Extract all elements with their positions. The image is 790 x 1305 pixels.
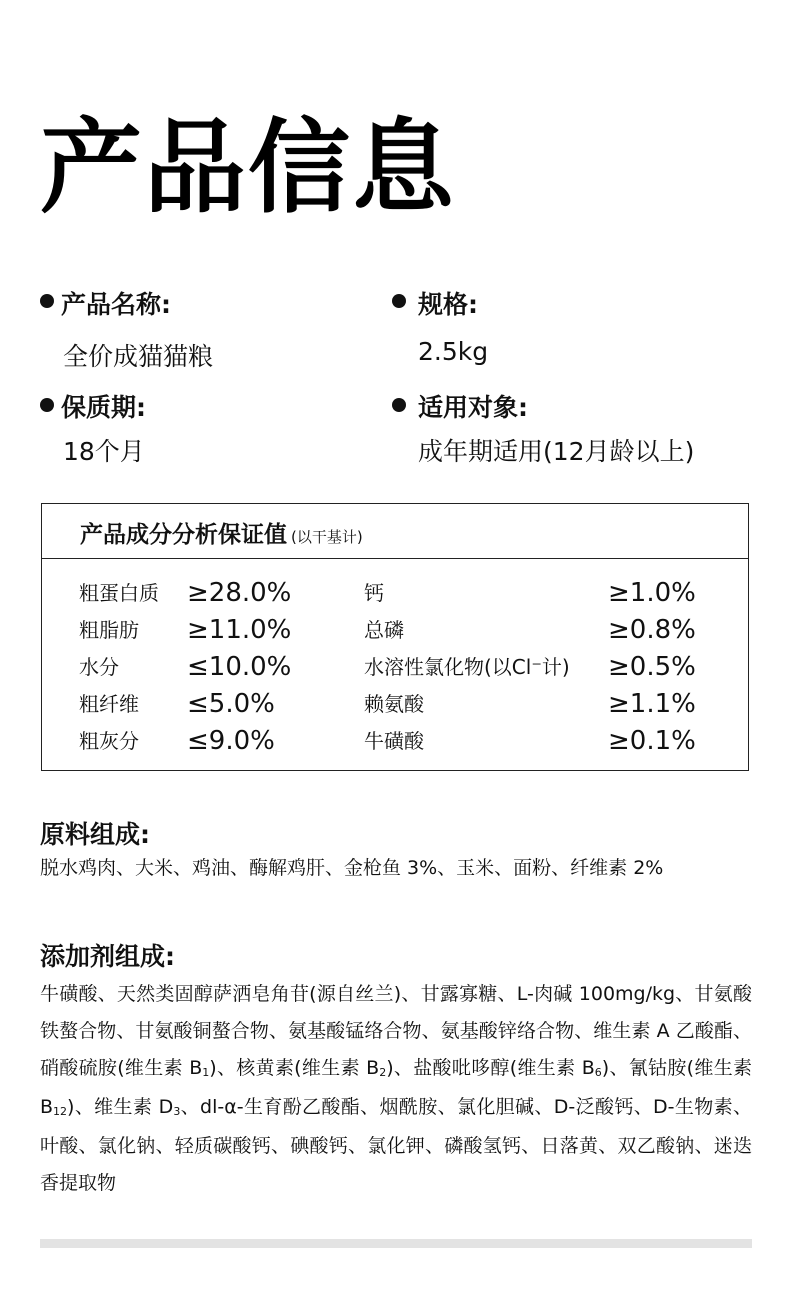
right-value: ≥1.1% bbox=[608, 689, 696, 719]
additives-text-part: )、氰钴胺(维生素 B bbox=[40, 1057, 753, 1118]
right-value: ≥0.8% bbox=[608, 615, 696, 645]
additives-text-part: )、维生素 D bbox=[67, 1096, 174, 1118]
right-name: 水溶性氯化物(以Cl⁻计) bbox=[364, 655, 570, 679]
left-name: 粗脂肪 bbox=[79, 618, 139, 642]
table-row bbox=[42, 612, 748, 649]
info-shelf-life-value: 18个月 bbox=[63, 437, 145, 466]
left-name: 粗蛋白质 bbox=[79, 581, 159, 605]
analysis-title-text: 产品成分分析保证值 bbox=[80, 522, 287, 548]
ingredients-title: 原料组成: bbox=[40, 820, 150, 849]
bullet-icon bbox=[40, 294, 54, 308]
left-name: 水分 bbox=[79, 655, 119, 679]
left-value: ≤10.0% bbox=[187, 652, 292, 682]
additives-text bbox=[40, 976, 752, 1202]
info-target-value: 成年期适用(12月龄以上) bbox=[418, 437, 695, 466]
info-spec-value: 2.5kg bbox=[418, 337, 489, 366]
right-name: 牛磺酸 bbox=[364, 729, 424, 753]
bullet-icon bbox=[392, 294, 406, 308]
subscript: 1 bbox=[202, 1066, 210, 1079]
subscript: 6 bbox=[594, 1066, 602, 1079]
analysis-table bbox=[41, 503, 749, 771]
left-value: ≤9.0% bbox=[187, 726, 275, 756]
bullet-icon bbox=[392, 398, 406, 412]
left-name: 粗灰分 bbox=[79, 729, 139, 753]
right-value: ≥1.0% bbox=[608, 578, 696, 608]
left-value: ≥28.0% bbox=[187, 578, 292, 608]
subscript: 12 bbox=[53, 1105, 68, 1118]
analysis-note: (以干基计) bbox=[291, 528, 363, 546]
info-target-label: 适用对象: bbox=[418, 393, 528, 422]
table-row bbox=[42, 575, 748, 612]
additives-text-part: 、dl-α-生育酚乙酸酯、烟酰胺、氯化胆碱、D-泛酸钙、D-生物素、叶酸、氯化钠、轻质碳酸钙、碘酸钙、氯化钾、磷酸氢钙、日落黄、双乙酸钠、迷迭香提取物 bbox=[40, 1096, 752, 1194]
right-value: ≥0.5% bbox=[608, 652, 696, 682]
info-name-value: 全价成猫猫粮 bbox=[63, 342, 214, 371]
page-title: 产品信息 bbox=[40, 109, 456, 228]
left-value: ≥11.0% bbox=[187, 615, 292, 645]
left-name: 粗纤维 bbox=[79, 692, 139, 716]
right-name: 赖氨酸 bbox=[364, 692, 424, 716]
info-shelf-life-label: 保质期: bbox=[61, 393, 146, 422]
table-row bbox=[42, 649, 748, 686]
right-value: ≥0.1% bbox=[608, 726, 696, 756]
left-value: ≤5.0% bbox=[187, 689, 275, 719]
table-row bbox=[42, 686, 748, 723]
analysis-header bbox=[42, 504, 748, 559]
info-name-label: 产品名称: bbox=[61, 290, 171, 319]
subscript: 3 bbox=[173, 1105, 181, 1118]
bullet-icon bbox=[40, 398, 54, 412]
analysis-title bbox=[80, 516, 363, 549]
right-name: 钙 bbox=[364, 581, 384, 605]
right-name: 总磷 bbox=[364, 618, 404, 642]
additives-text-part: )、盐酸吡哆醇(维生素 B bbox=[386, 1057, 595, 1079]
additives-text-part: 牛磺酸、天然类固醇萨洒皂角苷(源自丝兰)、甘露寡糖、L-肉碱 100mg/kg、甘氨酸铁螯合物、甘氨酸铜螯合物、氨基酸锰络合物、氨基酸锌络合物、维生素 A 乙酸酯、硝酸硫胺(维生素 B bbox=[40, 983, 752, 1079]
additives-text-part: )、核黄素(维生素 B bbox=[209, 1057, 380, 1079]
bottom-divider bbox=[40, 1239, 752, 1248]
additives-title: 添加剂组成: bbox=[40, 942, 175, 971]
ingredients-text: 脱水鸡肉、大米、鸡油、酶解鸡肝、金枪鱼 3%、玉米、面粉、纤维素 2% bbox=[40, 857, 664, 879]
table-row bbox=[42, 723, 748, 760]
info-spec-label: 规格: bbox=[418, 290, 478, 319]
subscript: 2 bbox=[379, 1066, 387, 1079]
